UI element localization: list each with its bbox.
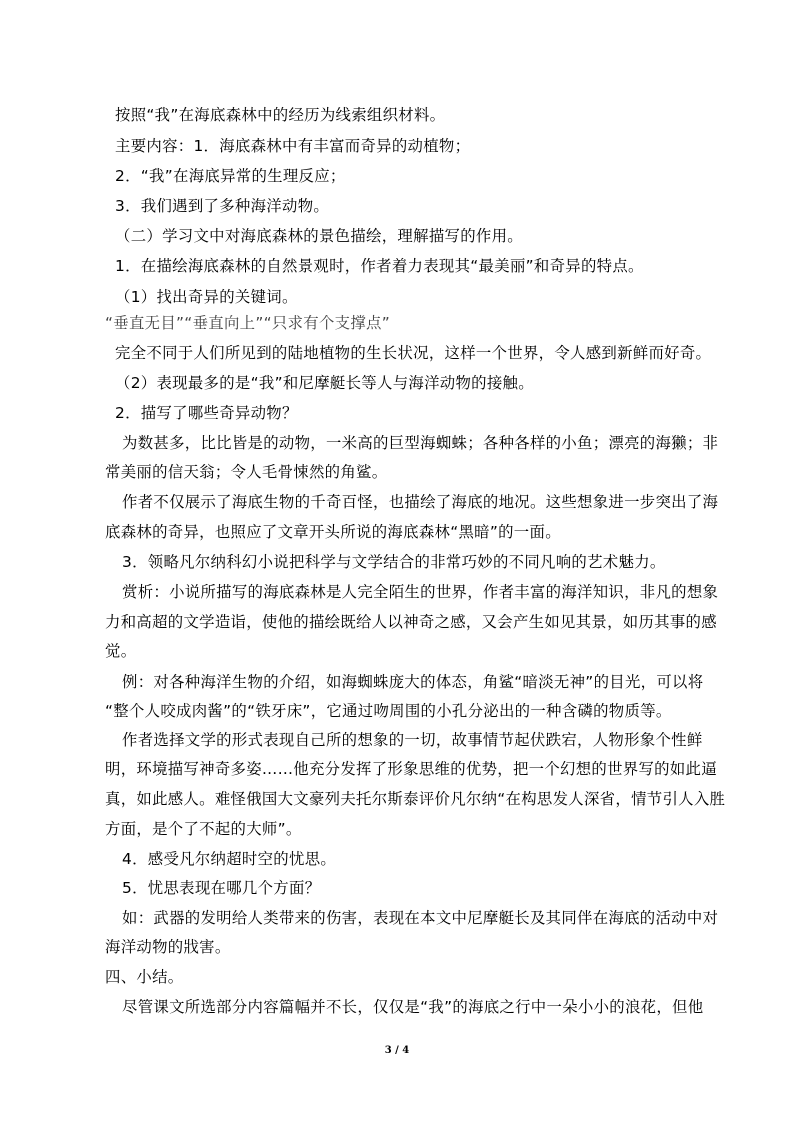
text-line: 如：武器的发明给人类带来的伤害，表现在本文中尼摩艇长及其同伴在海底的活动中对 <box>122 909 719 927</box>
text-line: 底森林的奇异，也照应了文章开头所说的海底森林“黑暗”的一面。 <box>105 523 561 541</box>
text-line: （2）表现最多的是“我”和尼摩艇长等人与海洋动物的接触。 <box>115 374 534 392</box>
text-line: 海洋动物的戕害。 <box>105 938 231 956</box>
text-line: 3．我们遇到了多种海洋动物。 <box>115 197 330 215</box>
text-line: 完全不同于人们所见到的陆地植物的生长状况，这样一个世界，令人感到新鲜而好奇。 <box>115 344 712 362</box>
text-line: 按照“我”在海底森林中的经历为线索组织材料。 <box>115 106 446 124</box>
text-line: 尽管课文所选部分内容篇幅并不长，仅仅是“我”的海底之行中一朵小小的浪花，但他 <box>122 998 704 1016</box>
text-line: 例：对各种海洋生物的介绍，如海蜘蛛庞大的体态，角鲨“暗淡无神”的目光，可以将 <box>122 673 704 691</box>
text-line: 2．“我”在海底异常的生理反应； <box>115 167 346 185</box>
section-heading: （二）学习文中对海底森林的景色描绘，理解描写的作用。 <box>115 227 523 245</box>
text-line: 赏析：小说所描写的海底森林是人完全陌生的世界，作者丰富的海洋知识，非凡的想象 <box>122 583 719 601</box>
text-line: “整个人咬成肉酱”的“铁牙床”，它通过吻周围的小孔分泌出的一种含磷的物质等。 <box>105 702 672 720</box>
text-line: 3．领略凡尔纳科幻小说把科学与文学结合的非常巧妙的不同凡响的艺术魅力。 <box>122 553 666 571</box>
section-heading: 四、小结。 <box>105 968 184 986</box>
text-line: 1．在描绘海底森林的自然景观时，作者着力表现其“最美丽”和奇异的特点。 <box>115 257 644 275</box>
text-line: 4．感受凡尔纳超时空的忧思。 <box>122 850 337 868</box>
text-line: 作者不仅展示了海底生物的千奇百怪，也描绘了海底的地况。这些想象进一步突出了海 <box>122 493 719 511</box>
text-line: 真，如此感人。难怪俄国大文豪列夫托尔斯泰评价凡尔纳“在构思发人深省，情节引人入胜 <box>105 790 726 808</box>
quote-line: “垂直无目”“垂直向上”“只求有个支撑点” <box>105 314 390 332</box>
text-line: 2．描写了哪些奇异动物？ <box>115 404 298 422</box>
text-line: 觉。 <box>105 642 137 660</box>
text-line: 5．忧思表现在哪几个方面？ <box>122 879 321 897</box>
text-line: 力和高超的文学造诣，使他的描绘既给人以神奇之感，又会产生如见其景，如历其事的感 <box>105 613 717 631</box>
text-line: 常美丽的信天翁；令人毛骨悚然的角鲨。 <box>105 463 388 481</box>
text-line: （1）找出奇异的关键词。 <box>115 288 298 306</box>
text-line: 为数甚多，比比皆是的动物，一米高的巨型海蜘蛛；各种各样的小鱼；漂亮的海獭；非 <box>122 434 719 452</box>
text-line: 作者选择文学的形式表现自己所的想象的一切，故事情节起伏跌宕，人物形象个性鲜 <box>122 731 703 749</box>
text-line: 方面，是个了不起的大师”。 <box>105 820 302 838</box>
page-number: 3 / 4 <box>384 1045 410 1056</box>
text-line: 明，环境描写神奇多姿……他充分发挥了形象思维的优势，把一个幻想的世界写的如此逼 <box>105 760 717 778</box>
text-line: 主要内容：1．海底森林中有丰富而奇异的动植物； <box>115 137 471 155</box>
